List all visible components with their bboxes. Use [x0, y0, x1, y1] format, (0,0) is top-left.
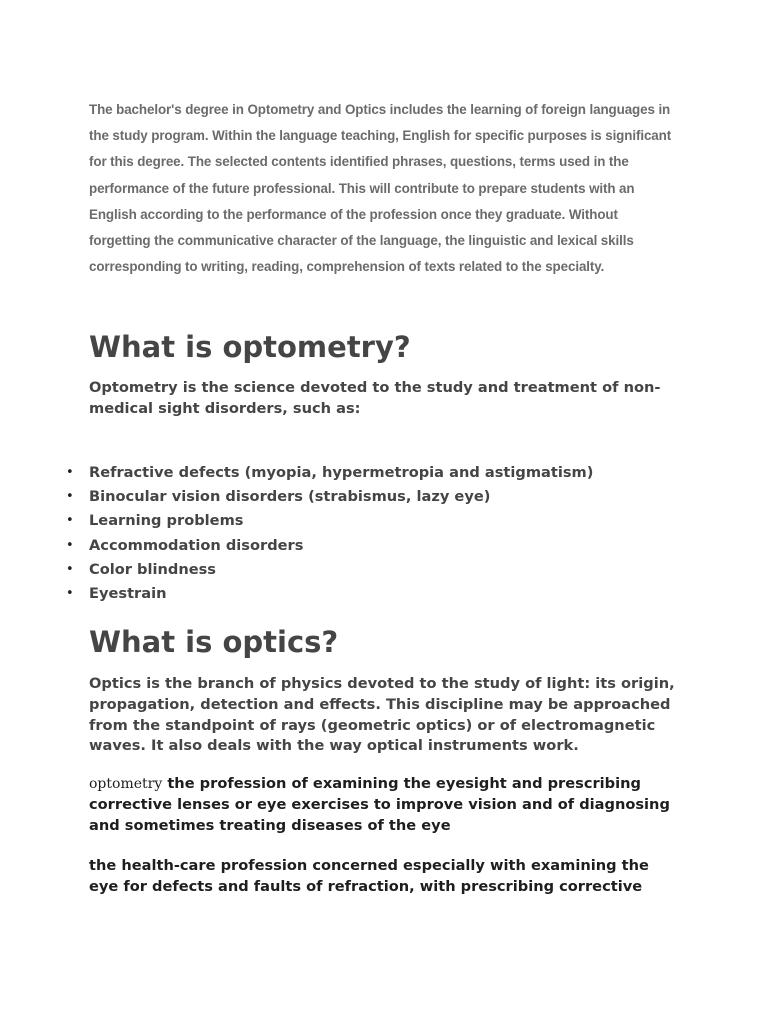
bullet-icon: • — [66, 465, 74, 480]
definition-term: optometry — [89, 776, 163, 792]
bullet-icon: • — [66, 489, 74, 505]
bullet-icon: • — [66, 561, 74, 577]
optometry-description: Optometry is the science devoted to the study and treatment of non-medical sight disorders, such as: — [89, 379, 661, 417]
bullet-icon: • — [66, 537, 74, 553]
definition-text: the profession of examining the eyesight and prescribing corrective lenses or eye exercises to improve vision and of diagnosing and sometimes treating diseases of the eye — [89, 775, 670, 834]
optics-description: Optics is the branch of physics devoted to the study of light: its origin, propagation, detection and effects. This discipline may be approached from the standpoint of rays (geometric optics) or of electromagnetic waves. It also deals with the way optical instruments work. — [89, 675, 675, 755]
list-item-text: Accommodation disorders — [89, 536, 304, 554]
list-item-text: Binocular vision disorders (strabismus, lazy eye) — [89, 488, 491, 506]
optometry-definition-1 — [89, 774, 679, 836]
optometry-definition-2: the health-care profession concerned especially with examining the eye for defects and faults of refraction, with prescribing corrective — [89, 857, 649, 895]
bullet-icon: • — [66, 513, 74, 529]
sight-disorders-list — [66, 461, 594, 606]
list-item — [66, 461, 594, 485]
optics-heading: What is optics? — [89, 625, 339, 659]
bullet-icon: • — [66, 586, 74, 602]
list-item — [66, 582, 593, 606]
list-item — [66, 509, 593, 533]
list-item-text: Color blindness — [89, 560, 216, 578]
list-item-text: Eyestrain — [89, 585, 167, 603]
list-item-text: Refractive defects (myopia, hypermetropia and astigmatism) — [89, 464, 594, 481]
optometry-heading: What is optometry? — [89, 330, 411, 364]
intro-paragraph: The bachelor's degree in Optometry and Optics includes the learning of foreign languages in the study program. Within the language teaching, English for specific purposes is significant for this degree. The selected contents identified phrases, questions, terms used in the performance of the future professional. This will contribute to prepare students with an English according to the performance of the profession once they graduate. Without forgetting the communicative character of the language, the linguistic and lexical skills corresponding to writing, reading, comprehension of texts related to the specialty. — [89, 102, 672, 275]
list-item-text: Learning problems — [89, 512, 244, 530]
list-item — [66, 534, 593, 558]
list-item — [66, 558, 593, 582]
list-item — [66, 485, 593, 509]
